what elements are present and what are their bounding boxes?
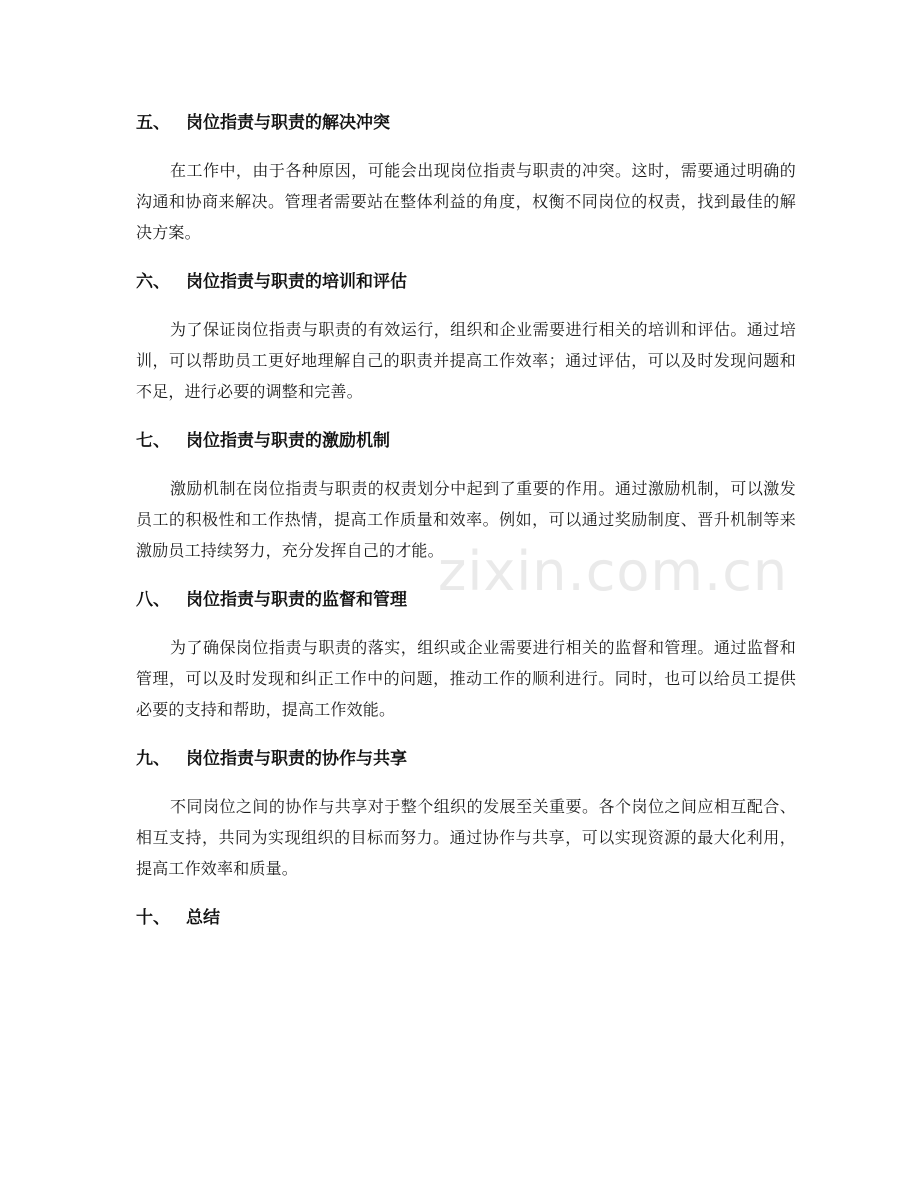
section-10: [136, 899, 796, 937]
section-heading: [136, 581, 796, 619]
section-title: 总结: [186, 908, 220, 928]
section-paragraph: 为了确保岗位指责与职责的落实，组织或企业需要进行相关的监督和管理。通过监督和管理，可以及时发现和纠正工作中的问题，推动工作的顺利进行。同时，也可以给员工提供必要的支持和帮助，提高工作效能。: [136, 638, 796, 719]
section-8: [136, 581, 796, 725]
section-paragraph: 激励机制在岗位指责与职责的权责划分中起到了重要的作用。通过激励机制，可以激发员工的积极性和工作热情，提高工作质量和效率。例如，可以通过奖励制度、晋升机制等来激励员工持续努力，充分发挥自己的才能。: [136, 479, 796, 560]
section-9: [136, 740, 796, 884]
section-title: 岗位指责与职责的解决冲突: [186, 113, 390, 133]
section-paragraph: 在工作中，由于各种原因，可能会出现岗位指责与职责的冲突。这时，需要通过明确的沟通和协商来解决。管理者需要站在整体利益的角度，权衡不同岗位的权责，找到最佳的解决方案。: [136, 161, 796, 242]
watermark: zixin.com.cn: [438, 540, 789, 603]
section-title: 岗位指责与职责的培训和评估: [186, 272, 407, 292]
document-content: [136, 104, 796, 937]
section-number: 七、: [136, 431, 170, 451]
section-number: 五、: [136, 113, 170, 133]
section-title: 岗位指责与职责的激励机制: [186, 431, 390, 451]
section-number: 九、: [136, 749, 170, 769]
section-number: 八、: [136, 590, 170, 610]
section-heading: [136, 422, 796, 460]
section-number: 十、: [136, 908, 170, 928]
section-paragraph: 为了保证岗位指责与职责的有效运行，组织和企业需要进行相关的培训和评估。通过培训，可以帮助员工更好地理解自己的职责并提高工作效率；通过评估，可以及时发现问题和不足，进行必要的调整和完善。: [136, 320, 796, 401]
section-number: 六、: [136, 272, 170, 292]
section-6: [136, 263, 796, 407]
section-heading: [136, 740, 796, 778]
section-5: [136, 104, 796, 248]
section-title: 岗位指责与职责的协作与共享: [186, 749, 407, 769]
section-heading: [136, 899, 796, 937]
section-heading: [136, 104, 796, 142]
section-paragraph: 不同岗位之间的协作与共享对于整个组织的发展至关重要。各个岗位之间应相互配合、相互支持，共同为实现组织的目标而努力。通过协作与共享，可以实现资源的最大化利用，提高工作效率和质量。: [136, 797, 796, 878]
section-heading: [136, 263, 796, 301]
section-7: [136, 422, 796, 566]
section-title: 岗位指责与职责的监督和管理: [186, 590, 407, 610]
